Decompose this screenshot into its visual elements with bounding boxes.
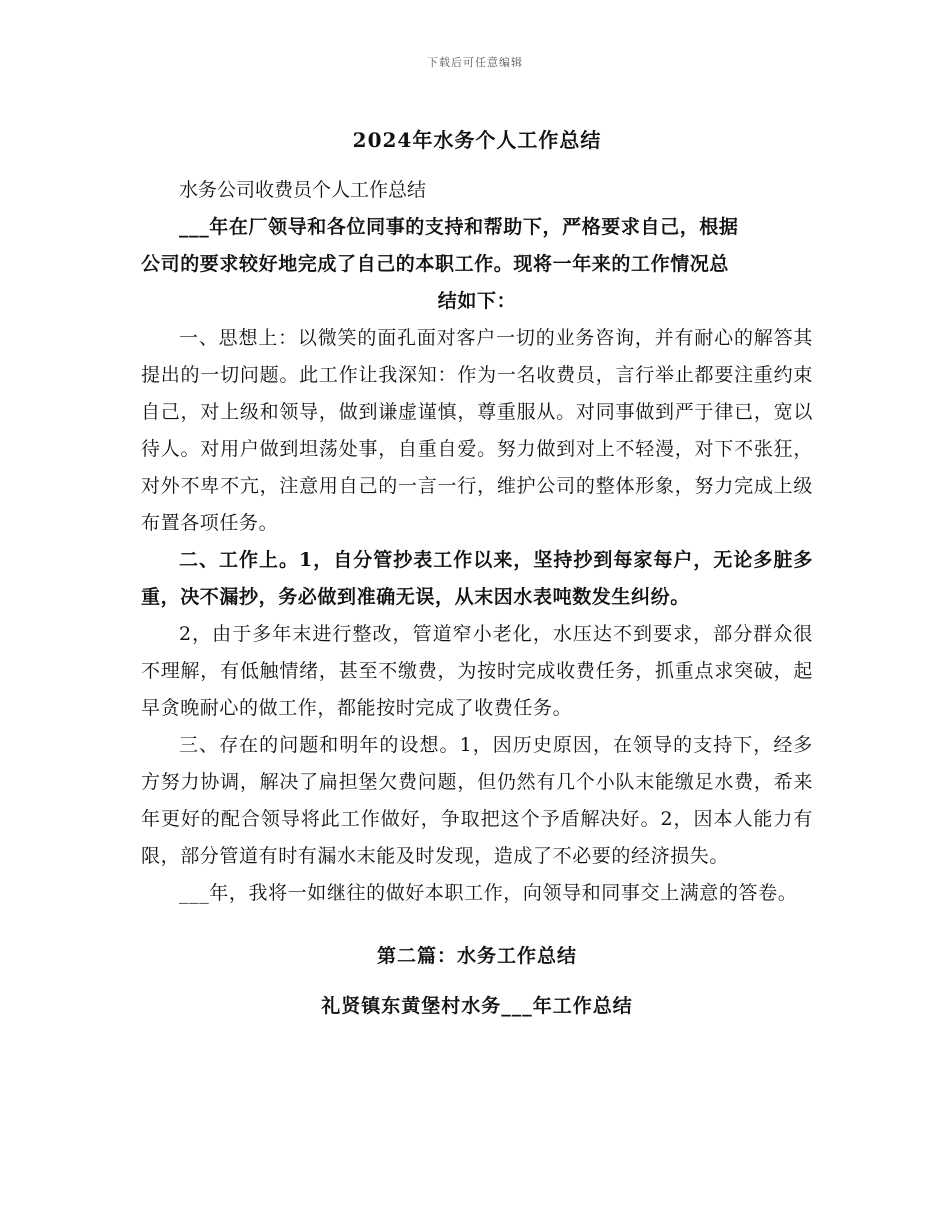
paragraph-problems: 三、存在的问题和明年的设想。1，因历史原因，在领导的支持下，经多方努力协调，解决了扁担堡欠费问题，但仍然有几个小队末能缴足水费，希来年更好的配合领导将此工作做好，争取把这个予盾解决好。2，因本人能力有限，部分管道有时有漏水末能及时发现，造成了不必要的经济损失。: [141, 734, 813, 867]
intro-line-2: 公司的要求较好地完成了自己的本职工作。现将一年来的工作情况总: [141, 253, 730, 275]
paragraph-work-2: 2，由于多年末进行整改，管道窄小老化，水压达不到要求，部分群众很不理解，有低触情绪，甚至不缴费，为按时完成收费任务，抓重点求突破，起早贪晚耐心的做工作，都能按时完成了收费任务。: [141, 623, 813, 719]
paragraph-closing: ___年，我将一如继往的做好本职工作，向领导和同事交上满意的答卷。: [179, 882, 798, 904]
section2-title: 第二篇：水务工作总结: [376, 945, 577, 967]
section2-subtitle: 礼贤镇东黄堡村水务___年工作总结: [321, 995, 633, 1017]
document-title: 2024年水务个人工作总结: [352, 128, 602, 152]
paragraph-work: 二、工作上。1，自分管抄表工作以来，坚持抄到每家每户，无论多脏多重，决不漏抄，务必做到准确无误，从末因水表吨数发生纠纷。: [141, 549, 813, 608]
intro-line-1: ___年在厂领导和各位同事的支持和帮助下，严格要求自己，根据: [179, 216, 739, 238]
intro-line-3: 结如下：: [437, 290, 517, 312]
header-note: 下载后可任意编辑: [427, 56, 523, 69]
document-body: [141, 118, 813, 1025]
paragraph-thinking: 一、思想上：以微笑的面孔面对客户一切的业务咨询，并有耐心的解答其提出的一切问题。此工作让我深知：作为一名收费员，言行举止都要注重约束自己，对上级和领导，做到谦虚谨慎，尊重服从。对同事做到严于律已，宽以待人。对用户做到坦荡处事，自重自爱。努力做到对上不轻漫，对下不张狂，对外不卑不亢，注意用自己的一言一行，维护公司的整体形象，努力完成上级布置各项任务。: [141, 327, 813, 534]
document-subtitle: 水务公司收费员个人工作总结: [179, 179, 427, 201]
